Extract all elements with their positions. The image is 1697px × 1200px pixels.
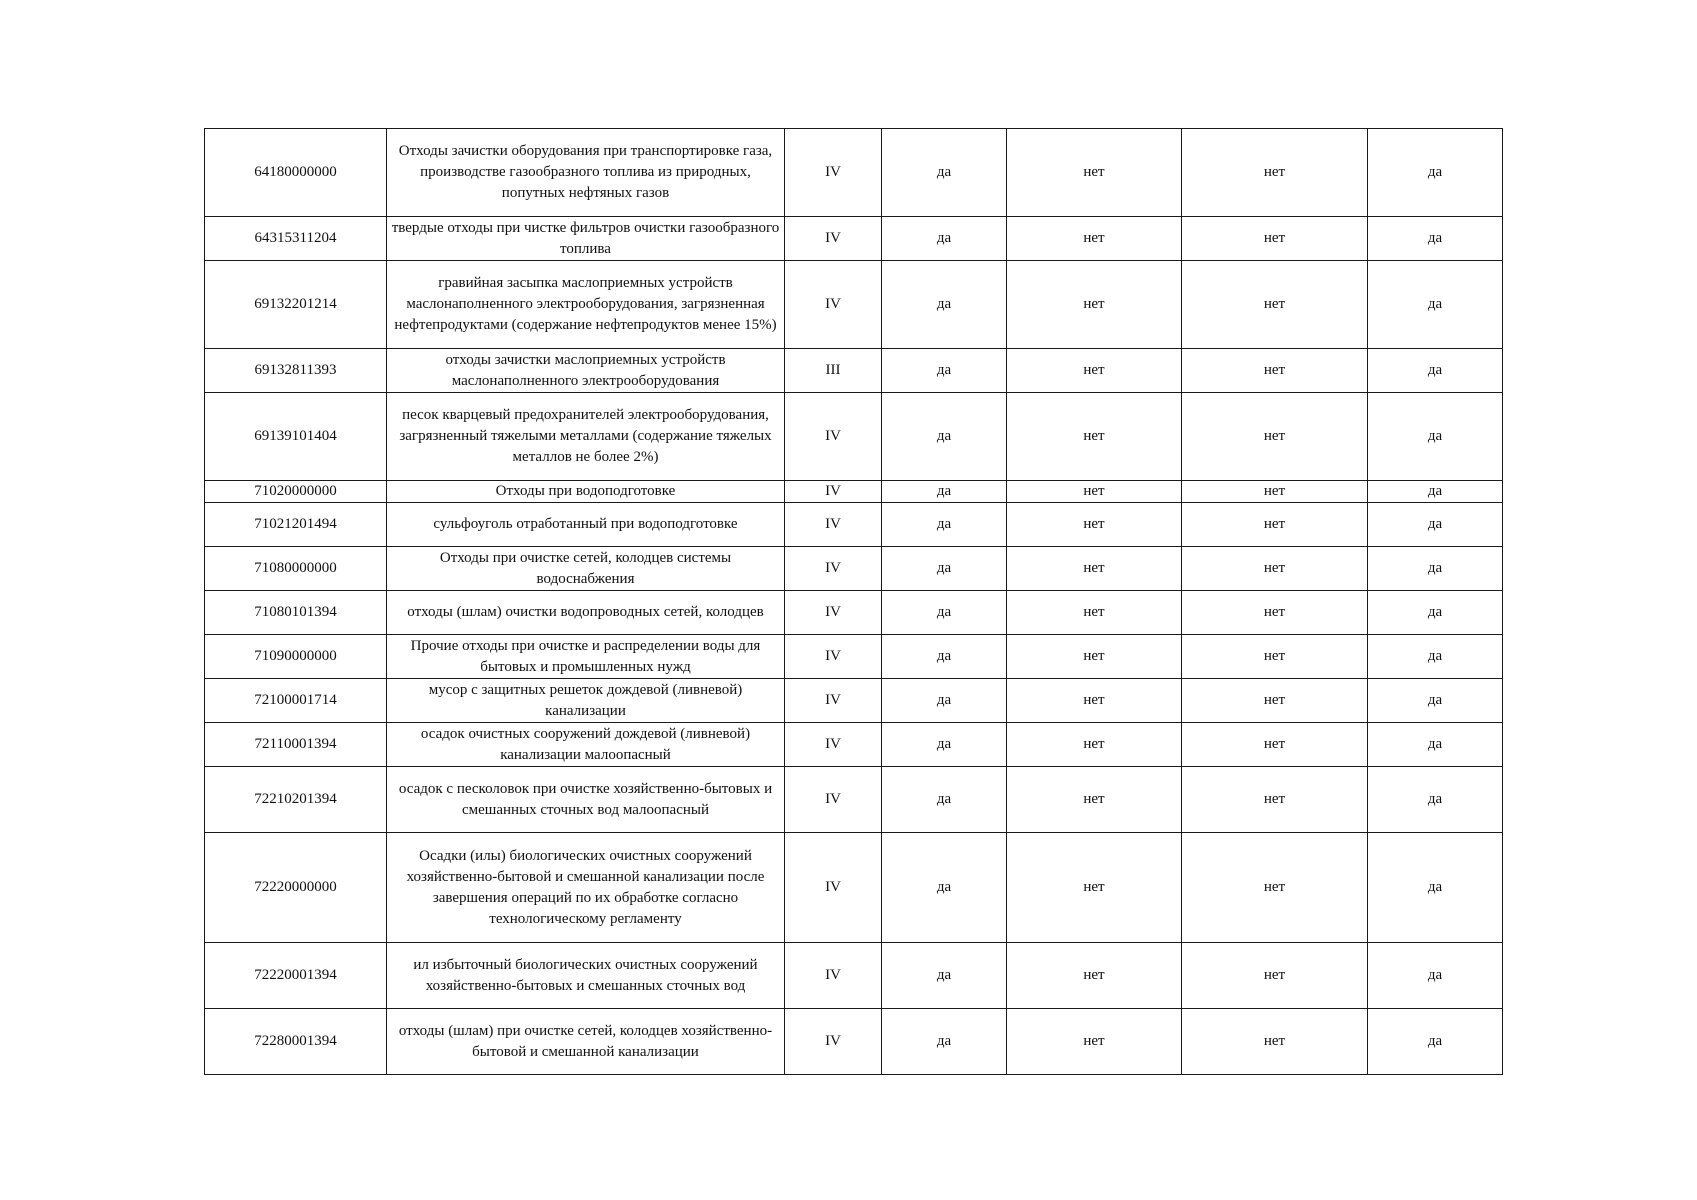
col4-cell: да	[882, 943, 1007, 1009]
col4-cell: да	[882, 1009, 1007, 1075]
col4-cell: да	[882, 591, 1007, 635]
hazard-class-cell: IV	[785, 1009, 882, 1075]
col7-cell: да	[1368, 723, 1503, 767]
waste-name-cell: песок кварцевый предохранителей электрооборудования, загрязненный тяжелыми металлами (содержание тяжелых металлов не более 2%)	[387, 393, 785, 481]
col4-cell: да	[882, 217, 1007, 261]
waste-code-cell: 72100001714	[205, 679, 387, 723]
col4-cell: да	[882, 503, 1007, 547]
col4-cell: да	[882, 261, 1007, 349]
col7-cell: да	[1368, 503, 1503, 547]
col6-cell: нет	[1182, 943, 1368, 1009]
col4-cell: да	[882, 833, 1007, 943]
col6-cell: нет	[1182, 129, 1368, 217]
waste-code-cell: 69132201214	[205, 261, 387, 349]
table-row	[205, 393, 1503, 481]
waste-name-cell: ил избыточный биологических очистных сооружений хозяйственно-бытовых и смешанных сточных вод	[387, 943, 785, 1009]
col4-cell: да	[882, 679, 1007, 723]
col4-cell: да	[882, 129, 1007, 217]
col5-cell: нет	[1007, 503, 1182, 547]
col6-cell: нет	[1182, 833, 1368, 943]
col7-cell: да	[1368, 217, 1503, 261]
col7-cell: да	[1368, 129, 1503, 217]
col5-cell: нет	[1007, 679, 1182, 723]
waste-code-cell: 72110001394	[205, 723, 387, 767]
col5-cell: нет	[1007, 129, 1182, 217]
table-row	[205, 679, 1503, 723]
col4-cell: да	[882, 547, 1007, 591]
hazard-class-cell: IV	[785, 129, 882, 217]
hazard-class-cell: IV	[785, 481, 882, 503]
col5-cell: нет	[1007, 393, 1182, 481]
table-row	[205, 635, 1503, 679]
col6-cell: нет	[1182, 547, 1368, 591]
waste-code-cell: 64180000000	[205, 129, 387, 217]
waste-name-cell: осадок очистных сооружений дождевой (ливневой) канализации малоопасный	[387, 723, 785, 767]
waste-name-cell: отходы (шлам) при очистке сетей, колодцев хозяйственно-бытовой и смешанной канализации	[387, 1009, 785, 1075]
waste-name-cell: Отходы зачистки оборудования при транспортировке газа, производстве газообразного топлива из природных, попутных нефтяных газов	[387, 129, 785, 217]
waste-code-cell: 72210201394	[205, 767, 387, 833]
col5-cell: нет	[1007, 767, 1182, 833]
waste-code-cell: 71080000000	[205, 547, 387, 591]
col6-cell: нет	[1182, 591, 1368, 635]
hazard-class-cell: IV	[785, 393, 882, 481]
col7-cell: да	[1368, 679, 1503, 723]
table-row	[205, 349, 1503, 393]
hazard-class-cell: IV	[785, 833, 882, 943]
col7-cell: да	[1368, 481, 1503, 503]
col5-cell: нет	[1007, 481, 1182, 503]
col4-cell: да	[882, 723, 1007, 767]
col6-cell: нет	[1182, 723, 1368, 767]
col7-cell: да	[1368, 833, 1503, 943]
hazard-class-cell: III	[785, 349, 882, 393]
waste-code-cell: 69132811393	[205, 349, 387, 393]
col5-cell: нет	[1007, 261, 1182, 349]
col6-cell: нет	[1182, 261, 1368, 349]
col4-cell: да	[882, 767, 1007, 833]
table-row	[205, 503, 1503, 547]
table-body	[205, 129, 1503, 1075]
hazard-class-cell: IV	[785, 723, 882, 767]
col6-cell: нет	[1182, 393, 1368, 481]
table-row	[205, 481, 1503, 503]
col5-cell: нет	[1007, 723, 1182, 767]
col4-cell: да	[882, 349, 1007, 393]
col6-cell: нет	[1182, 217, 1368, 261]
col5-cell: нет	[1007, 217, 1182, 261]
col5-cell: нет	[1007, 635, 1182, 679]
table-row	[205, 129, 1503, 217]
waste-name-cell: гравийная засыпка маслоприемных устройств маслонаполненного электрооборудования, загрязненная нефтепродуктами (содержание нефтепродуктов менее 15%)	[387, 261, 785, 349]
waste-code-cell: 71090000000	[205, 635, 387, 679]
table-row	[205, 943, 1503, 1009]
table-row	[205, 767, 1503, 833]
waste-table	[204, 128, 1503, 1075]
waste-code-cell: 71021201494	[205, 503, 387, 547]
waste-code-cell: 69139101404	[205, 393, 387, 481]
waste-name-cell: мусор с защитных решеток дождевой (ливневой) канализации	[387, 679, 785, 723]
col6-cell: нет	[1182, 767, 1368, 833]
col6-cell: нет	[1182, 503, 1368, 547]
col5-cell: нет	[1007, 349, 1182, 393]
col7-cell: да	[1368, 547, 1503, 591]
hazard-class-cell: IV	[785, 547, 882, 591]
col6-cell: нет	[1182, 1009, 1368, 1075]
col6-cell: нет	[1182, 349, 1368, 393]
col5-cell: нет	[1007, 833, 1182, 943]
hazard-class-cell: IV	[785, 635, 882, 679]
col6-cell: нет	[1182, 481, 1368, 503]
table-row	[205, 217, 1503, 261]
col7-cell: да	[1368, 767, 1503, 833]
col7-cell: да	[1368, 261, 1503, 349]
table-row	[205, 833, 1503, 943]
waste-code-cell: 72220001394	[205, 943, 387, 1009]
waste-name-cell: Осадки (илы) биологических очистных сооружений хозяйственно-бытовой и смешанной канализации после завершения операций по их обработке согласно технологическому регламенту	[387, 833, 785, 943]
hazard-class-cell: IV	[785, 217, 882, 261]
hazard-class-cell: IV	[785, 503, 882, 547]
table-row	[205, 261, 1503, 349]
col6-cell: нет	[1182, 635, 1368, 679]
col5-cell: нет	[1007, 1009, 1182, 1075]
table-row	[205, 547, 1503, 591]
table-row	[205, 1009, 1503, 1075]
waste-code-cell: 72220000000	[205, 833, 387, 943]
waste-code-cell: 71080101394	[205, 591, 387, 635]
hazard-class-cell: IV	[785, 943, 882, 1009]
col4-cell: да	[882, 393, 1007, 481]
col7-cell: да	[1368, 943, 1503, 1009]
col7-cell: да	[1368, 349, 1503, 393]
waste-name-cell: отходы зачистки маслоприемных устройств маслонаполненного электрооборудования	[387, 349, 785, 393]
waste-name-cell: твердые отходы при чистке фильтров очистки газообразного топлива	[387, 217, 785, 261]
waste-name-cell: Отходы при водоподготовке	[387, 481, 785, 503]
col7-cell: да	[1368, 393, 1503, 481]
col5-cell: нет	[1007, 591, 1182, 635]
table-row	[205, 591, 1503, 635]
waste-code-cell: 64315311204	[205, 217, 387, 261]
col7-cell: да	[1368, 1009, 1503, 1075]
waste-name-cell: отходы (шлам) очистки водопроводных сетей, колодцев	[387, 591, 785, 635]
col6-cell: нет	[1182, 679, 1368, 723]
col5-cell: нет	[1007, 943, 1182, 1009]
hazard-class-cell: IV	[785, 767, 882, 833]
col4-cell: да	[882, 481, 1007, 503]
waste-name-cell: Отходы при очистке сетей, колодцев системы водоснабжения	[387, 547, 785, 591]
waste-code-cell: 72280001394	[205, 1009, 387, 1075]
hazard-class-cell: IV	[785, 679, 882, 723]
table-row	[205, 723, 1503, 767]
waste-name-cell: сульфоуголь отработанный при водоподготовке	[387, 503, 785, 547]
waste-code-cell: 71020000000	[205, 481, 387, 503]
col5-cell: нет	[1007, 547, 1182, 591]
waste-name-cell: осадок с песколовок при очистке хозяйственно-бытовых и смешанных сточных вод малоопасный	[387, 767, 785, 833]
hazard-class-cell: IV	[785, 261, 882, 349]
col7-cell: да	[1368, 591, 1503, 635]
hazard-class-cell: IV	[785, 591, 882, 635]
waste-name-cell: Прочие отходы при очистке и распределении воды для бытовых и промышленных нужд	[387, 635, 785, 679]
col4-cell: да	[882, 635, 1007, 679]
col7-cell: да	[1368, 635, 1503, 679]
